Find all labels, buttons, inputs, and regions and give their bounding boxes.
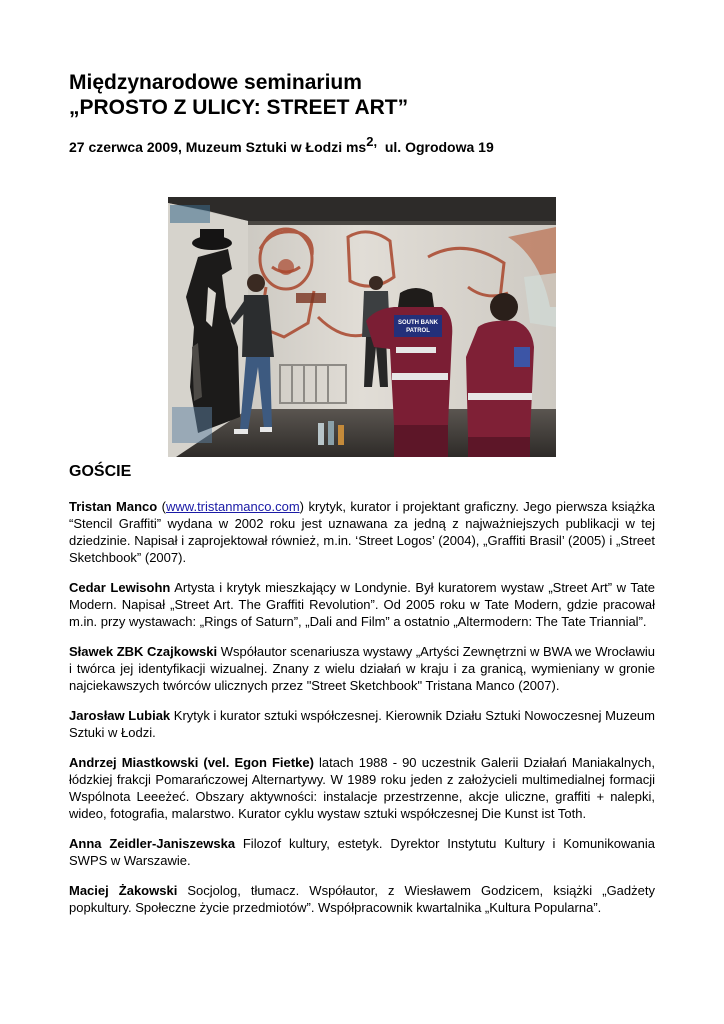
guest-bio: Socjolog, tłumacz. Współautor, z Wiesławem Godzicem, książki „Gadżety popkultury. Społeczne życie przedmiotów”. Współpracownik kwartalnika „Kultura Popularna”. [69, 883, 655, 915]
guest-bio: latach 1988 - 90 uczestnik Galerii Działań Maniakalnych, łódzkiej frakcji Pomarańczowej Alternartywy. W 1989 roku jeden z założycieli multimedialnej formacji Wspólnota Leeeżeć. Obszary aktywności: instalacje przestrzenne, akcje uliczne, graffiti + nalepki, wideo, fotografia, malarstwo. Kurator cyklu wystaw sztuki współczesnej Die Kunst ist Toth. [69, 755, 655, 821]
vest-label-line-2: PATROL [406, 328, 430, 334]
guest-entry [69, 643, 655, 694]
street-art-photo [168, 197, 556, 457]
guest-bio: Artysta i krytyk mieszkający w Londynie. Był kuratorem wystaw „Street Art” w Tate Modern. Napisał „Street Art. The Graffiti Revolution”. Od 2005 roku w Tate Modern, gdzie pracował m.in. przy wystawach: „Rings of Saturn”, „Dali and Film” a ostatnio „Altermodern: The Tate Triannial”. [69, 580, 655, 629]
guest-entry [69, 498, 655, 566]
vest-label-line-1: SOUTH BANK [398, 320, 438, 326]
title-line-2: „PROSTO Z ULICY: STREET ART” [69, 96, 409, 119]
guest-entry [69, 835, 655, 869]
guests-heading: GOŚCIE [69, 463, 132, 480]
event-address: ul. Ogrodowa 19 [384, 139, 494, 155]
guest-name: Sławek ZBK Czajkowski [69, 644, 218, 659]
event-details [69, 134, 669, 157]
guest-name: Maciej Żakowski [69, 883, 178, 898]
guest-bio: ) krytyk, kurator i projektant graficzny. Jego pierwsza książka “Stencil Graffiti” wydana w 2002 roku jest uznawana za jedną z najważniejszych publikacji w tej dziedzinie. Napisał i zaprojektował również, m.in. ‘Street Logos’ (2004), „Graffiti Brasil’ (2005) i „Street Sketchbook” (2007). [69, 499, 655, 565]
guest-bio: Krytyk i kurator sztuki współczesnej. Kierownik Działu Sztuki Nowoczesnej Muzeum Sztuki w Łodzi. [69, 708, 655, 740]
event-date-venue: 27 czerwca 2009, Muzeum Sztuki w Łodzi ms [69, 139, 367, 155]
guest-name: Tristan Manco [69, 499, 158, 514]
guest-bio: Współautor scenariusza wystawy „Artyści Zewnętrzni w BWA we Wrocławiu i twórca jej identyfikacji wizualnej. Znany z wielu działań w kraju i za granicą, wymieniany w gronie najciekawszych twórców ulicznych przez "Street Sketchbook" Tristana Manco (2007). [69, 644, 655, 693]
event-venue-superscript: 2, [366, 134, 378, 149]
page-title [69, 70, 669, 120]
guest-entry [69, 754, 655, 822]
guest-bio: Filozof kultury, estetyk. Dyrektor Instytutu Kultury i Komunikowania SWPS w Warszawie. [69, 836, 655, 868]
guest-name: Cedar Lewisohn [69, 580, 171, 595]
guest-entry [69, 882, 655, 916]
guest-list [69, 498, 655, 929]
guest-bio-prefix: ( [157, 499, 167, 514]
guest-name: Anna Zeidler-Janiszewska [69, 836, 236, 851]
guest-name: Andrzej Miastkowski (vel. Egon Fietke) [69, 755, 314, 770]
title-line-1: Międzynarodowe seminarium [69, 71, 362, 94]
guest-entry [69, 707, 655, 741]
guest-entry [69, 579, 655, 630]
guest-website-link[interactable]: www.tristanmanco.com [166, 499, 300, 514]
guest-name: Jarosław Lubiak [69, 708, 171, 723]
